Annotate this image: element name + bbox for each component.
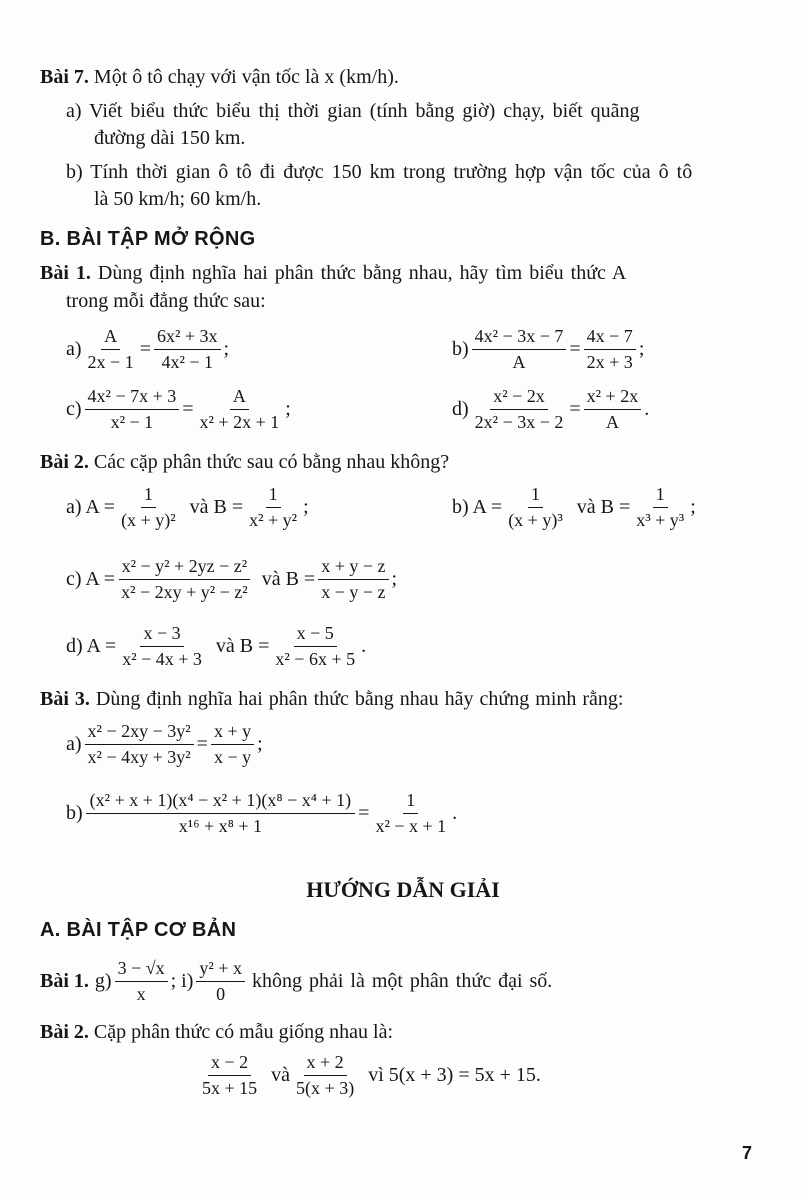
fraction — [118, 556, 251, 602]
numerator: x² − 2x — [490, 386, 548, 410]
punct: ; — [223, 337, 230, 360]
b3-a-tag: a) — [66, 732, 82, 755]
fraction — [372, 790, 449, 836]
b2-a-mid: và B = — [189, 495, 244, 518]
bai7-b-line2: là 50 km/h; 60 km/h. — [94, 188, 262, 210]
denominator: x − y − z — [321, 581, 386, 602]
fraction — [197, 386, 283, 432]
denominator: 2x − 1 — [87, 351, 134, 372]
numerator: (x² + x + 1)(x⁴ − x² + 1)(x⁸ − x⁴ + 1) — [86, 790, 356, 814]
bai7-heading — [40, 66, 399, 89]
equals-sign: = — [182, 397, 194, 420]
denominator: x — [136, 983, 146, 1004]
b3-heading — [40, 688, 623, 711]
b3-b — [66, 790, 457, 836]
numerator: x² − y² + 2yz − z² — [119, 556, 251, 580]
numerator: A — [101, 326, 120, 350]
b1-line2: trong mỗi đẳng thức sau: — [66, 290, 266, 312]
denominator: x² + y² — [249, 509, 298, 530]
equals-sign: = — [139, 337, 151, 360]
numerator: 4x² − 7x + 3 — [85, 386, 180, 410]
fraction — [272, 623, 358, 669]
numerator: 1 — [141, 484, 156, 508]
punct: ; — [690, 495, 696, 518]
b3-b-tag: b) — [66, 801, 83, 824]
b2-d-tag: d) A = — [66, 634, 117, 657]
b2-c — [66, 556, 397, 602]
g1-pre: g) — [94, 969, 112, 992]
b3-a — [66, 721, 263, 767]
punct: ; — [391, 567, 398, 590]
bai7-a-line1: a) Viết biểu thức biểu thị thời gian (tính bằng giờ) chạy, biết quãng — [66, 100, 640, 122]
fraction — [584, 386, 642, 432]
fraction — [85, 326, 137, 372]
numerator: 1 — [266, 484, 281, 508]
b1-c-tag: c) — [66, 397, 82, 420]
fraction — [115, 958, 168, 1004]
b2-a — [66, 484, 309, 530]
punct: ; — [638, 337, 645, 360]
fraction — [472, 326, 567, 372]
fraction — [505, 484, 566, 530]
punct: . — [361, 634, 367, 657]
b2-a-tag: a) A = — [66, 495, 116, 518]
denominator: x² − 4xy + 3y² — [87, 746, 191, 767]
denominator: (x + y)³ — [508, 509, 563, 530]
denominator: x² − 6x + 5 — [275, 648, 356, 669]
fraction — [246, 484, 300, 530]
b1-d — [452, 386, 649, 432]
denominator: 5(x + 3) — [296, 1077, 355, 1098]
b1-label: Bài 1. — [40, 262, 91, 284]
numerator: 6x² + 3x — [154, 326, 221, 350]
numerator: x − 2 — [208, 1052, 251, 1076]
b3-label: Bài 3. — [40, 688, 90, 710]
numerator: x + y — [211, 721, 254, 745]
denominator: x − y — [213, 746, 252, 767]
g2-label: Bài 2. — [40, 1021, 89, 1043]
equals-sign: = — [569, 397, 581, 420]
numerator: 4x − 7 — [584, 326, 636, 350]
b1-a-tag: a) — [66, 337, 82, 360]
numerator: x² + 2x — [584, 386, 642, 410]
b1-c — [66, 386, 291, 432]
b3-text: Dùng định nghĩa hai phân thức bằng nhau hãy chứng minh rằng: — [95, 688, 624, 710]
page-number: 7 — [742, 1143, 753, 1163]
denominator: A — [512, 351, 526, 372]
punct: ; — [303, 495, 309, 518]
b2-text: Các cặp phân thức sau có bằng nhau không? — [93, 451, 450, 473]
fraction — [318, 556, 388, 602]
numerator: A — [230, 386, 249, 410]
denominator: x² − 1 — [110, 411, 154, 432]
numerator: 1 — [653, 484, 668, 508]
denominator: 0 — [216, 983, 226, 1004]
b2-label: Bài 2. — [40, 451, 89, 473]
g2-text: Cặp phân thức có mẫu giống nhau là: — [93, 1021, 394, 1043]
g2-heading — [40, 1021, 393, 1044]
g1-label: Bài 1. — [40, 969, 89, 992]
fraction — [584, 326, 636, 372]
equals-sign: = — [196, 732, 208, 755]
b1-b-tag: b) — [452, 337, 469, 360]
denominator: (x + y)² — [121, 509, 176, 530]
g1-text: không phải là một phân thức đại số. — [251, 969, 553, 992]
g1-mid: ; i) — [170, 969, 194, 992]
b2-c-mid: và B = — [261, 567, 316, 590]
denominator: x² − 2xy + y² − z² — [121, 581, 248, 602]
punct: ; — [285, 397, 291, 420]
b1-line1: Dùng định nghĩa hai phân thức bằng nhau, hãy tìm biểu thức A — [97, 262, 627, 284]
fraction — [85, 386, 180, 432]
denominator: x² + 2x + 1 — [199, 411, 280, 432]
numerator: x + 2 — [304, 1052, 347, 1076]
g1 — [40, 958, 552, 1004]
b2-b-tag: b) A = — [452, 495, 503, 518]
denominator: A — [605, 411, 619, 432]
fraction — [118, 484, 179, 530]
fraction — [119, 623, 205, 669]
denominator: x³ + y³ — [636, 509, 685, 530]
fraction — [154, 326, 221, 372]
numerator: x − 5 — [294, 623, 337, 647]
denominator: x¹⁶ + x⁸ + 1 — [178, 815, 263, 836]
fraction — [472, 386, 567, 432]
g2-mid: và — [271, 1063, 291, 1086]
numerator: 1 — [403, 790, 418, 814]
equals-sign: = — [358, 801, 370, 824]
b2-d-mid: và B = — [215, 634, 270, 657]
fraction — [199, 1052, 260, 1098]
numerator: 1 — [528, 484, 543, 508]
denominator: x² − 4x + 3 — [122, 648, 202, 669]
denominator: x² − x + 1 — [375, 815, 447, 836]
bai7-label: Bài 7. — [40, 66, 89, 88]
fraction — [85, 721, 194, 767]
numerator: x − 3 — [140, 623, 183, 647]
b2-c-tag: c) A = — [66, 567, 116, 590]
denominator: 2x² − 3x − 2 — [474, 411, 564, 432]
bai7-b-line1: b) Tính thời gian ô tô đi được 150 km trong trường hợp vận tốc của ô tô — [66, 161, 693, 183]
b2-b — [452, 484, 696, 530]
fraction — [633, 484, 687, 530]
section-a-title: A. BÀI TẬP CƠ BẢN — [40, 919, 237, 941]
g2-end: vì 5(x + 3) = 5x + 15. — [368, 1063, 541, 1086]
numerator: 3 − √x — [115, 958, 168, 982]
denominator: 5x + 15 — [202, 1077, 258, 1098]
bai7-a-line2: đường dài 150 km. — [94, 127, 246, 149]
b2-d — [66, 623, 366, 669]
fraction — [211, 721, 254, 767]
b1-b — [452, 326, 644, 372]
equals-sign: = — [569, 337, 581, 360]
b2-heading — [40, 451, 449, 474]
b2-b-mid: và B = — [576, 495, 631, 518]
guide-title: HƯỚNG DẪN GIẢI — [306, 877, 500, 902]
b1-d-tag: d) — [452, 397, 469, 420]
g2-formula — [196, 1052, 541, 1098]
punct: . — [452, 801, 458, 824]
numerator: 4x² − 3x − 7 — [472, 326, 567, 350]
numerator: x² − 2xy − 3y² — [85, 721, 194, 745]
b1-a — [66, 326, 229, 372]
punct: ; — [257, 732, 263, 755]
b1-heading — [40, 262, 626, 285]
numerator: x + y − z — [318, 556, 388, 580]
denominator: 4x² − 1 — [161, 351, 214, 372]
bai7-text: Một ô tô chạy với vận tốc là x (km/h). — [93, 66, 399, 88]
fraction — [293, 1052, 357, 1098]
section-b-title: B. BÀI TẬP MỞ RỘNG — [40, 228, 256, 250]
punct: . — [644, 397, 650, 420]
fraction — [196, 958, 245, 1004]
fraction — [86, 790, 356, 836]
denominator: 2x + 3 — [586, 351, 633, 372]
numerator: y² + x — [196, 958, 245, 982]
